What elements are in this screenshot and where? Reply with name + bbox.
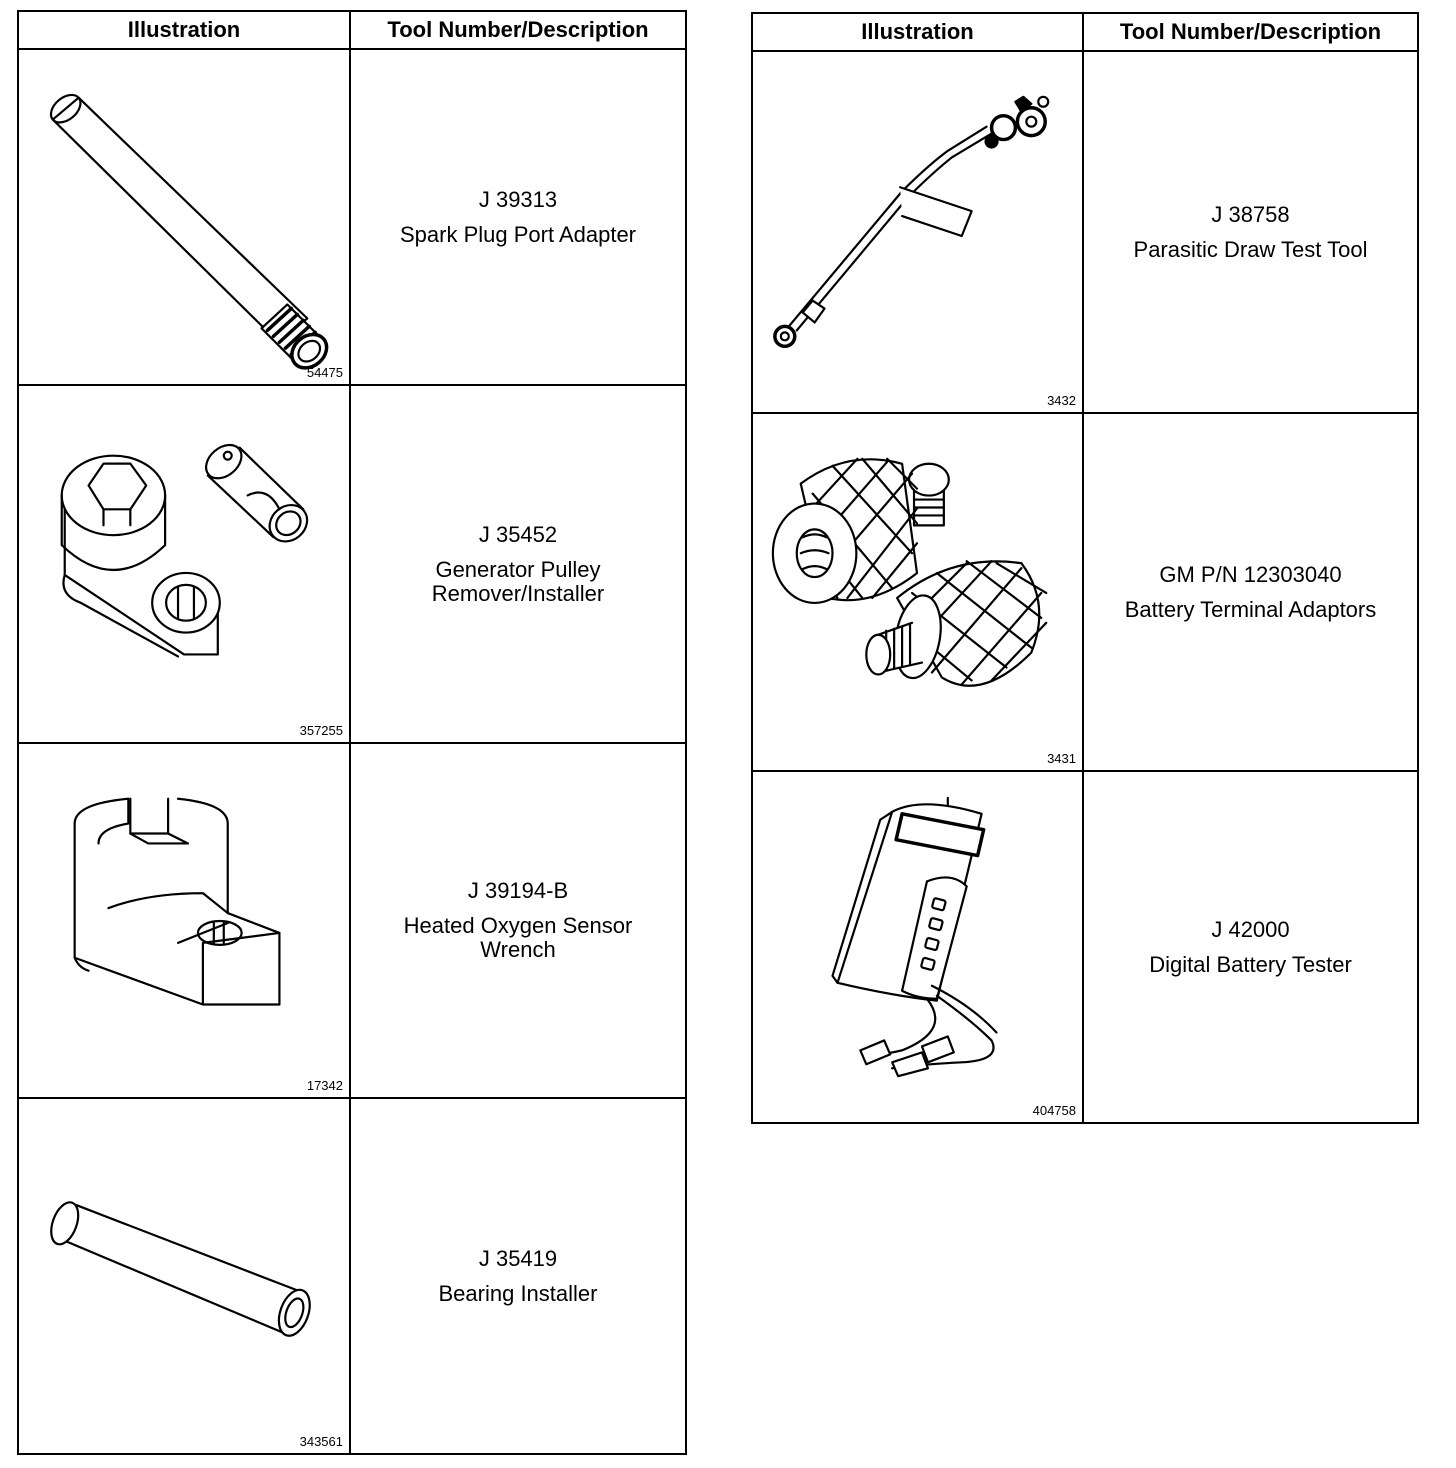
tool-description-cell xyxy=(350,385,686,743)
tool-number: J 39194-B xyxy=(467,878,569,903)
tool-description-cell xyxy=(1083,51,1418,413)
figure-number: 54475 xyxy=(306,365,343,380)
tool-description-line: Wrench xyxy=(480,937,556,962)
illustration-header: Illustration xyxy=(752,13,1083,51)
figure-number: 3431 xyxy=(1047,751,1076,766)
table-row xyxy=(752,771,1418,1123)
tool-description-line: Heated Oxygen Sensor xyxy=(403,913,633,938)
tool-number: J 39313 xyxy=(478,186,558,212)
illustration-cell xyxy=(18,743,350,1098)
table-row xyxy=(18,385,686,743)
generator-pulley-remover-icon xyxy=(19,386,349,742)
tool-description-cell xyxy=(350,743,686,1098)
illustration-cell xyxy=(752,413,1083,771)
tool-description-cell xyxy=(350,49,686,385)
tool-number: J 35452 xyxy=(478,521,558,547)
tool-number: J 38758 xyxy=(1211,201,1290,227)
figure-number: 404758 xyxy=(1032,1103,1076,1118)
battery-terminal-adaptors-icon xyxy=(753,414,1082,770)
tool-description-line: Digital Battery Tester xyxy=(1149,951,1352,977)
tool-description-cell xyxy=(1083,771,1418,1123)
tool-description-cell xyxy=(350,1098,686,1454)
oxygen-sensor-wrench-icon xyxy=(19,744,349,1097)
table-header-row xyxy=(752,13,1418,51)
tool-description-cell xyxy=(1083,413,1418,771)
tool-number: GM P/N 12303040 xyxy=(1159,561,1342,587)
illustration-cell xyxy=(18,385,350,743)
right-tools-table xyxy=(751,12,1419,1124)
illustration-cell xyxy=(18,49,350,385)
tool-number: J 35419 xyxy=(478,1245,558,1271)
description-header: Tool Number/Description xyxy=(1083,13,1418,51)
parasitic-draw-test-tool-icon xyxy=(753,52,1082,412)
tool-description-line: Battery Terminal Adaptors xyxy=(1124,596,1377,622)
table-row xyxy=(752,51,1418,413)
figure-number: 357255 xyxy=(299,723,343,738)
table-row xyxy=(18,49,686,385)
tool-description-line: Spark Plug Port Adapter xyxy=(399,221,637,247)
bearing-installer-icon xyxy=(19,1099,349,1453)
figure-number: 3432 xyxy=(1047,393,1076,408)
left-tools-table xyxy=(17,10,687,1455)
illustration-cell xyxy=(18,1098,350,1454)
table-row xyxy=(18,1098,686,1454)
tool-number: J 42000 xyxy=(1211,916,1290,942)
figure-number: 343561 xyxy=(299,1434,343,1449)
description-header: Tool Number/Description xyxy=(350,11,686,49)
digital-battery-tester-icon xyxy=(753,772,1082,1122)
table-header-row xyxy=(18,11,686,49)
illustration-header: Illustration xyxy=(18,11,350,49)
tool-description-line: Bearing Installer xyxy=(438,1280,598,1306)
illustration-cell xyxy=(752,51,1083,413)
spark-plug-port-adapter-icon xyxy=(19,50,349,384)
tool-description-line: Remover/Installer xyxy=(431,580,605,606)
figure-number: 17342 xyxy=(306,1078,343,1093)
illustration-cell xyxy=(752,771,1083,1123)
table-row xyxy=(18,743,686,1098)
table-row xyxy=(752,413,1418,771)
tool-description-line: Generator Pulley xyxy=(435,556,601,582)
tool-description-line: Parasitic Draw Test Tool xyxy=(1133,236,1368,262)
